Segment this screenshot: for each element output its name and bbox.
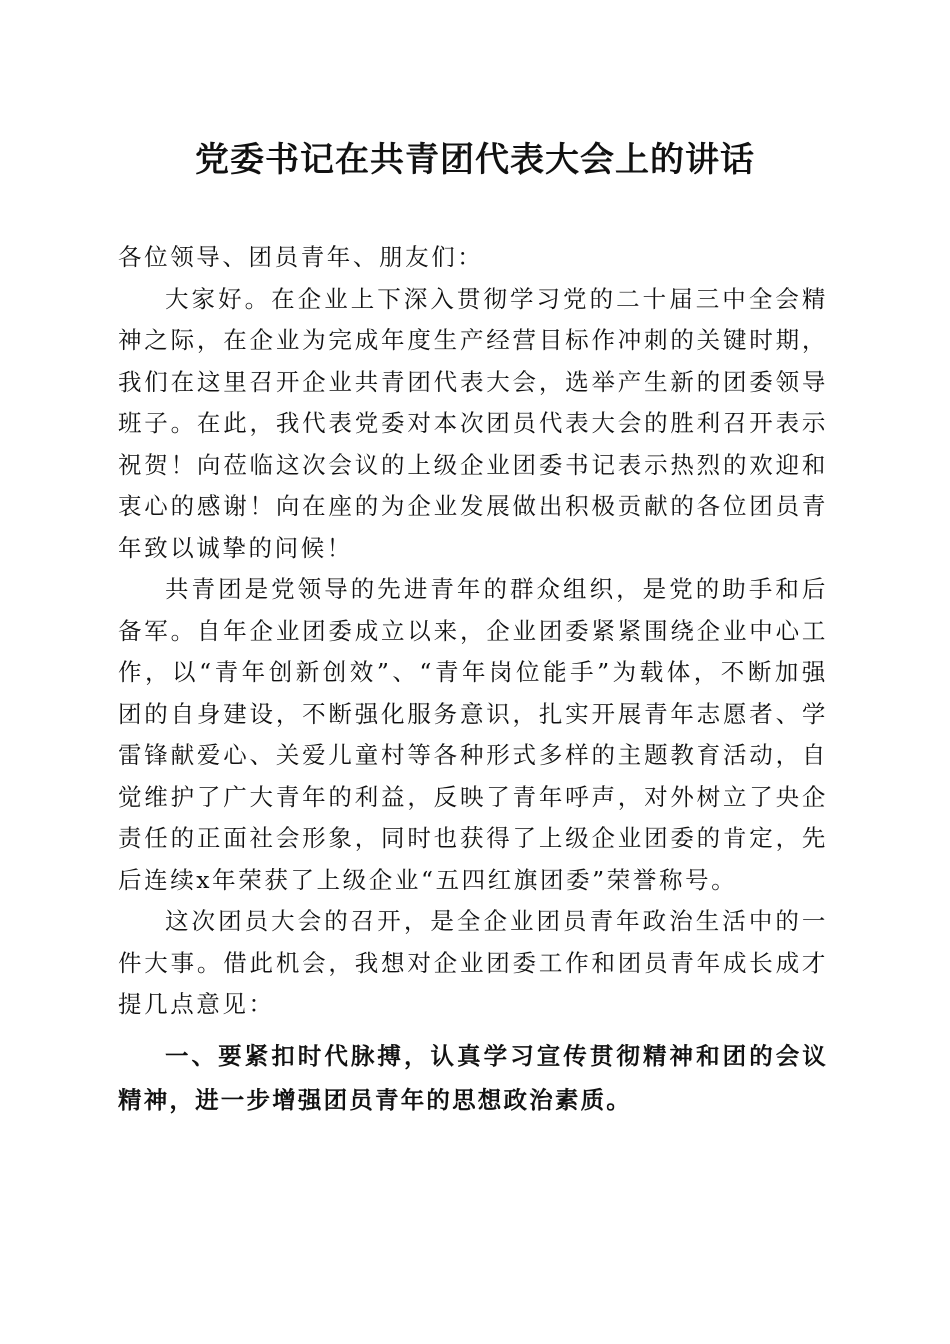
paragraph-greeting: 大家好。在企业上下深入贯彻学习党的二十届三中全会精神之际，在企业为完成年度生产经营目标作冲刺的关键时期，我们在这里召开企业共青团代表大会，选举产生新的团委领导班子。在此，我代表党委对本次团员代表大会的胜利召开表示祝贺！向莅临这次会议的上级企业团委书记表示热烈的欢迎和衷心的感谢！向在座的为企业发展做出积极贡献的各位团员青年致以诚挚的问候！ bbox=[118, 284, 828, 562]
document-title: 党委书记在共青团代表大会上的讲话 bbox=[195, 140, 755, 180]
paragraph-meeting-significance: 这次团员大会的召开，是全企业团员青年政治生活中的一件大事。借此机会，我想对企业团委工作和团员青年成长成才提几点意见： bbox=[118, 907, 828, 1018]
document-body bbox=[118, 237, 828, 1122]
paragraph-league-achievements: 共青团是党领导的先进青年的群众组织，是党的助手和后备军。自年企业团委成立以来，企业团委紧紧围绕企业中心工作，以“青年创新创效”、“青年岗位能手”为载体，不断加强团的自身建设，不断强化服务意识，扎实开展青年志愿者、学雷锋献爱心、关爱儿童村等各种形式多样的主题教育活动，自觉维护了广大青年的利益，反映了青年呼声，对外树立了央企责任的正面社会形象，同时也获得了上级企业团委的肯定，先后连续x年荣获了上级企业“五四红旗团委”荣誉称号。 bbox=[118, 575, 828, 894]
salutation: 各位领导、团员青年、朋友们： bbox=[118, 243, 484, 271]
section-heading: 一、要紧扣时代脉搏，认真学习宣传贯彻精神和团的会议精神，进一步增强团员青年的思想政治素质。 bbox=[118, 1041, 828, 1114]
